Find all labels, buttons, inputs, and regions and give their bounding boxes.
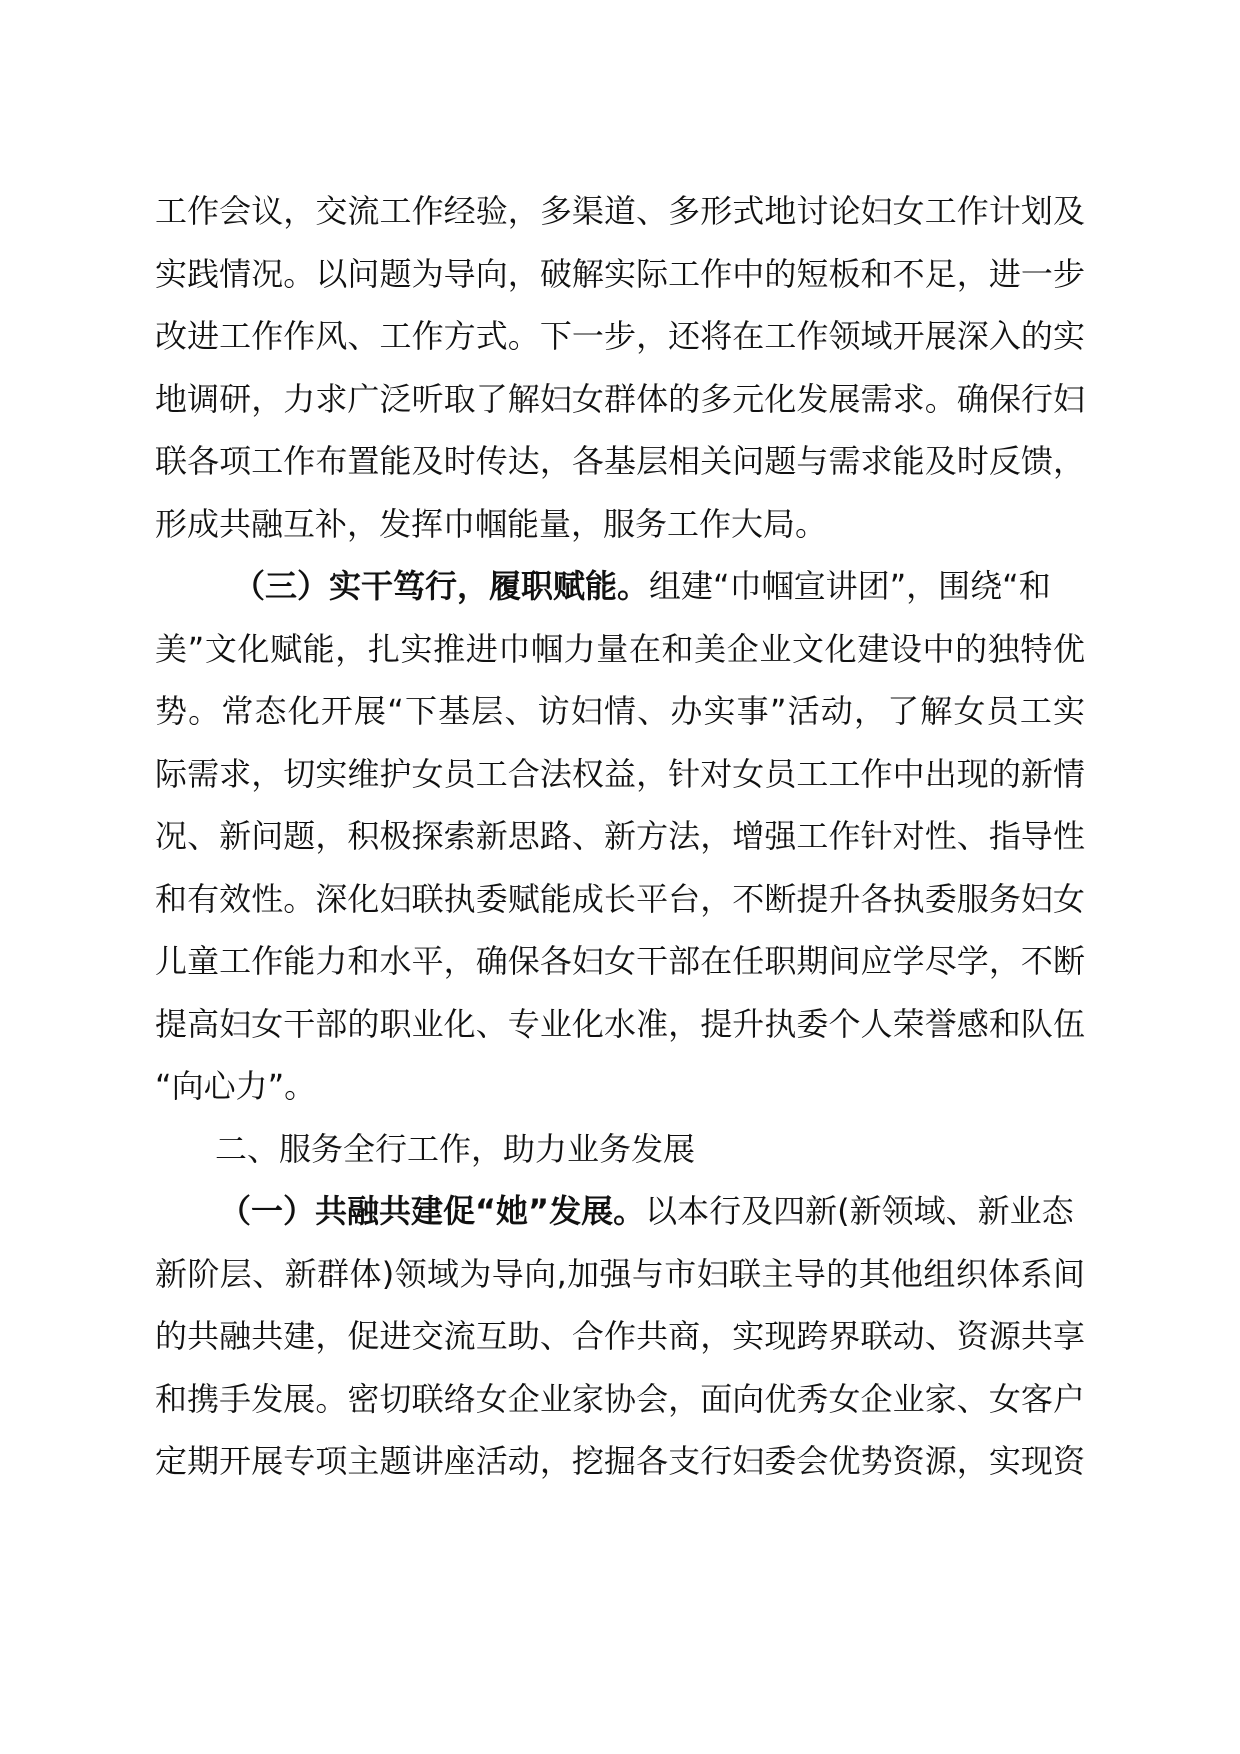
- section-3-text: 组建“巾帼宣讲团”，围绕“和: [649, 567, 1051, 605]
- text-line: 和有效性。深化妇联执委赋能成长平台，不断提升各执委服务妇女: [155, 879, 1085, 918]
- text-line: 工作会议，交流工作经验，多渠道、多形式地讨论妇女工作计划及: [155, 192, 1085, 230]
- section-1-text: 以本行及四新(新领域、新业态: [645, 1192, 1074, 1230]
- text-line: 改进工作作风、工作方式。下一步，还将在工作领域开展深入的实: [155, 317, 1085, 355]
- text-line: 和携手发展。密切联络女企业家协会，面向优秀女企业家、女客户: [155, 1379, 1085, 1418]
- part-2-heading: 二、服务全行工作，助力业务发展: [215, 1129, 696, 1168]
- text-line: 的共融共建，促进交流互助、合作共商，实现跨界联动、资源共享: [155, 1317, 1085, 1355]
- section-1-first-line: [155, 1180, 1085, 1243]
- text-line: “向心力”。: [155, 1067, 317, 1105]
- text-line: 地调研，力求广泛听取了解妇女群体的多元化发展需求。确保行妇: [155, 379, 1085, 418]
- document-body: [155, 180, 1085, 1493]
- text-line: 美”文化赋能，扎实推进巾帼力量在和美企业文化建设中的独特优: [155, 629, 1085, 668]
- section-3-first-line: [155, 555, 1085, 618]
- section-3-heading: （三）实干笃行，履职赋能。: [233, 567, 650, 605]
- text-line: 儿童工作能力和水平，确保各妇女干部在任职期间应学尽学，不断: [155, 942, 1085, 980]
- text-line: 实践情况。以问题为导向，破解实际工作中的短板和不足，进一步: [155, 254, 1085, 293]
- text-line: 势。常态化开展“下基层、访妇情、办实事”活动，了解女员工实: [155, 692, 1085, 730]
- text-line: 定期开展专项主题讲座活动，挖掘各支行妇委会优势资源，实现资: [155, 1442, 1085, 1480]
- text-line: 际需求，切实维护女员工合法权益，针对女员工工作中出现的新情: [155, 754, 1085, 793]
- text-line: 况、新问题，积极探索新思路、新方法，增强工作针对性、指导性: [155, 817, 1085, 855]
- text-line: 形成共融互补，发挥巾帼能量，服务工作大局。: [155, 504, 828, 543]
- text-line: 提高妇女干部的职业化、专业化水准，提升执委个人荣誉感和队伍: [155, 1004, 1085, 1043]
- text-line: 联各项工作布置能及时传达，各基层相关问题与需求能及时反馈，: [155, 442, 1085, 480]
- section-1-heading: （一）共融共建促“她”发展。: [219, 1192, 646, 1230]
- text-line: 新阶层、新群体)领域为导向,加强与市妇联主导的其他组织体系间: [155, 1254, 1085, 1293]
